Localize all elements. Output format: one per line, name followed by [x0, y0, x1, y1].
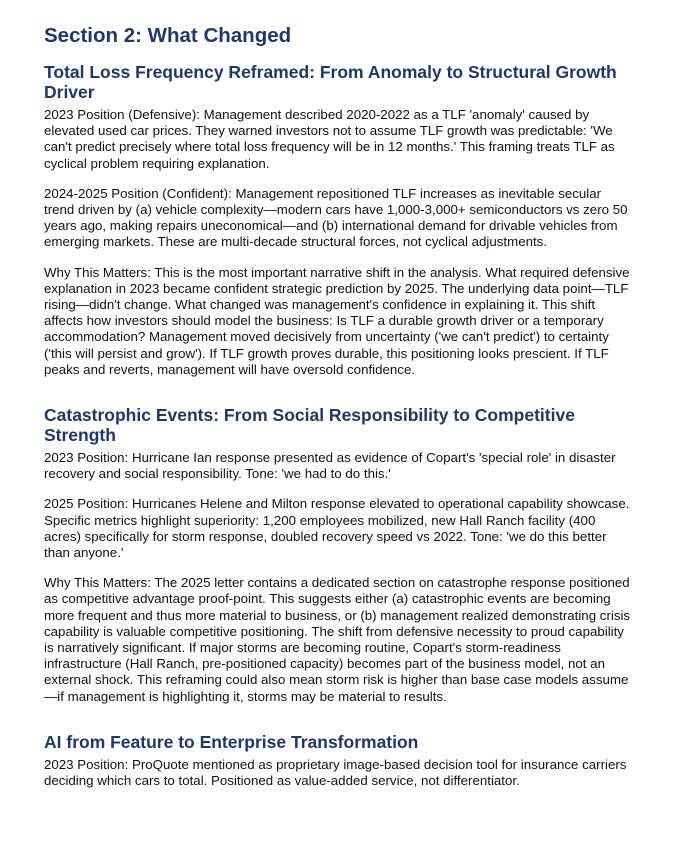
paragraph: 2024-2025 Position (Confident): Management repositioned TLF increases as inevitable secular trend driven by (a) vehicle complexity—modern cars have 1,000-3,000+ semiconductors vs zero 50 years ago, making repairs uneconomical—and (b) international demand for drivable vehicles from emerging markets. These are multi-decade structural forces, not cyclical adjustments.	[44, 185, 628, 250]
paragraph: Why This Matters: The 2025 letter contains a dedicated section on catastrophe response positioned as competitive advantage proof-point. This suggests either (a) catastrophic events are becoming more frequent and thus more material to business, or (b) management realized demonstrating crisis capability is valuable competitive positioning. The shift from defensive necessity to proud capability is narratively significant. If major storms are becoming routine, Copart's storm-readiness infrastructure (Hall Ranch, pre-positioned capacity) becomes part of the business model, not an external shock. This reframing could also mean storm risk is higher than base case models assume—if management is highlighting it, storms may be material to results.	[44, 575, 631, 704]
subsection-title: Catastrophic Events: From Social Responsibility to Competitive Strength	[44, 405, 575, 446]
section-catastrophic-events	[44, 405, 638, 705]
paragraph: 2023 Position (Defensive): Management described 2020-2022 as a TLF 'anomaly' caused by elevated used car prices. They warned investors not to assume TLF growth was predictable: 'We can't predict precisely where total loss frequency will be in 12 months.' This framing treats TLF as cyclical problem requiring explanation.	[44, 107, 615, 171]
section-ai	[44, 732, 638, 789]
paragraph: 2023 Position: ProQuote mentioned as proprietary image-based decision tool for insurance carriers deciding which cars to total. Positioned as value-added service, not differentiator.	[44, 756, 627, 789]
paragraph: 2025 Position: Hurricanes Helene and Milton response elevated to operational capability showcase. Specific metrics highlight superiority: 1,200 employees mobilized, new Hall Ranch facility (400 acres) specifically for storm response, doubled recovery speed vs 2022. Tone: 'we do this better than anyone.'	[44, 496, 630, 561]
section-tlf	[44, 62, 638, 378]
subsection-title: AI from Feature to Enterprise Transformation	[44, 731, 419, 752]
paragraph: 2023 Position: Hurricane Ian response presented as evidence of Copart's 'special role' in disaster recovery and social responsibility. Tone: 'we had to do this.'	[44, 450, 616, 482]
section-heading: Section 2: What Changed	[44, 24, 292, 47]
paragraph: Why This Matters: This is the most important narrative shift in the analysis. What required defensive explanation in 2023 became confident strategic prediction by 2025. The underlying data point—TLF rising—didn't change. What changed was management's confidence in explaining it. This shift affects how investors should model the business: Is TLF a durable growth driver or a temporary accommodation? Management moved decisively from uncertainty ('we can't predict') to certainty ('this will persist and grow'). If TLF growth proves durable, this positioning looks prescient. If TLF peaks and reverts, management will have oversold confidence.	[44, 264, 630, 377]
subsection-title: Total Loss Frequency Reframed: From Anomaly to Structural Growth Driver	[44, 62, 617, 102]
